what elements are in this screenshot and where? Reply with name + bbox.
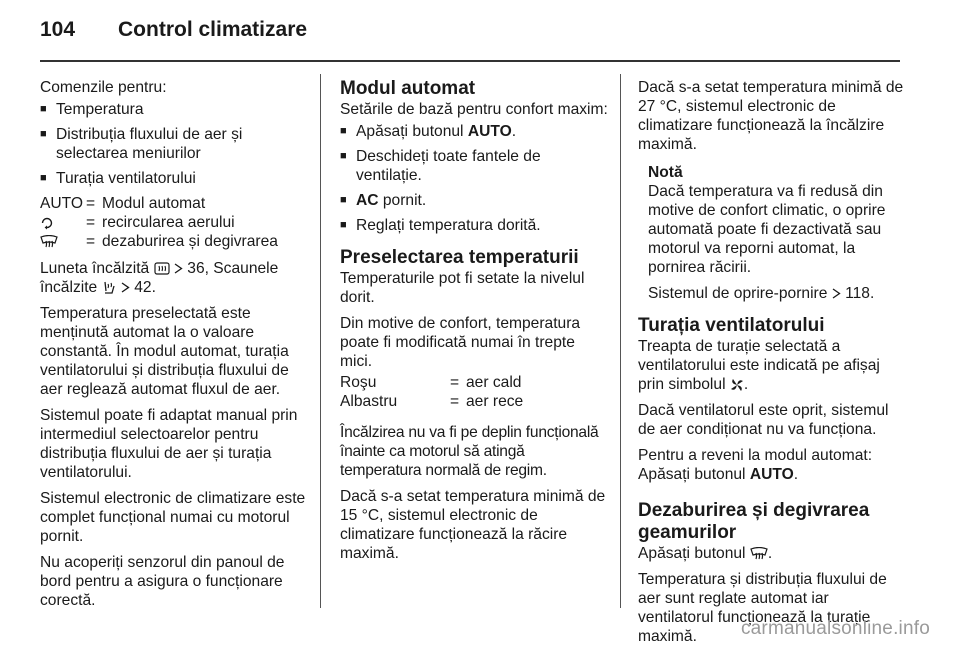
page-title: Control climatizare (118, 18, 308, 41)
section-heading: Turația ventilatorului (638, 315, 825, 336)
list-item: ■ Distribuția fluxului de aer și selectarea meniurilor (40, 126, 243, 162)
paragraph: Temperatura preselectată este menținută automat la o valoare constantă. În modul automat, turația ventilatorului și distribuția fluxului de aer reglează automat fluxul de aer. (40, 305, 289, 398)
list-item: ■ AC pornit. (340, 192, 427, 209)
column-divider (620, 74, 621, 608)
auto-symbol: AUTO (40, 195, 84, 212)
paragraph: Din motive de confort, temperatura poate fi modificată numai în trepte mici. (340, 315, 581, 370)
symbol-definitions: AUTO = Modul automat = recircularea aerului = dezaburirea și degivrarea (40, 194, 312, 251)
list-item: ■ Apăsați butonul AUTO. (340, 123, 517, 140)
paragraph: Temperatura și distribuția fluxului de aer sunt reglate automat iar ventilatorul funcționează la turație maximă. (638, 571, 887, 645)
paragraph: Treapta de turație selectată a ventilatorului este indicată pe afișaj prin simbolul . (638, 338, 880, 393)
defrost-icon (750, 547, 768, 561)
recirculation-icon (40, 213, 86, 232)
note-title: Notă (648, 164, 683, 181)
defrost-icon (40, 232, 86, 251)
definition-text: dezaburirea și degivrarea (102, 233, 278, 250)
column-3 (638, 78, 904, 653)
paragraph: Setările de bază pentru confort maxim: (340, 101, 608, 118)
paragraph: Sistemul electronic de climatizare este complet funcțional numai cu motorul pornit. (40, 490, 306, 545)
bullet-icon: ■ (340, 194, 347, 206)
column-1 (40, 78, 312, 617)
section-heading: Dezaburirea și degivrarea geamurilor (638, 500, 870, 543)
paragraph: Pentru a reveni la modul automat: Apăsați butonul AUTO. (638, 447, 873, 483)
definition-text: Modul automat (102, 195, 206, 212)
bullet-icon: ■ (340, 219, 347, 231)
color-definitions: Roşu = aer cald Albastru = aer rece (340, 374, 524, 410)
column-divider (320, 74, 321, 608)
paragraph: Dacă s-a setat temperatura minimă de 15 °C, sistemul electronic de climatizare funcționează la răcire maximă. (340, 488, 606, 562)
paragraph: Dacă s-a setat temperatura minimă de 27 °C, sistemul electronic de climatizare funcționează la încălzire maximă. (638, 79, 904, 153)
section-heading: Preselectarea temperaturii (340, 247, 579, 268)
page-ref-arrow-icon (174, 263, 183, 274)
list-item: ■ Deschideți toate fantele de ventilație. (340, 148, 541, 184)
paragraph: Dacă ventilatorul este oprit, sistemul de aer condiționat nu va funcționa. (638, 402, 889, 438)
intro-text: Comenzile pentru: (40, 79, 167, 96)
seat-heat-icon (102, 281, 117, 295)
note-box (648, 163, 904, 303)
bullet-icon: ■ (340, 150, 347, 162)
paragraph: Apăsați butonul . (638, 545, 773, 562)
cross-reference: Luneta încălzită 36, Scaunele încălzite 42. (40, 260, 279, 296)
bullet-icon: ■ (340, 125, 347, 137)
page-ref-arrow-icon (832, 288, 841, 299)
paragraph: Încălzirea nu va fi pe deplin funcțională înainte ca motorul să atingă temperatura normală de regim. (340, 424, 599, 479)
list-item: ■ Turația ventilatorului (40, 170, 196, 187)
watermark: carmanualsonline.info (740, 618, 930, 639)
bullet-icon: ■ (40, 172, 47, 184)
fan-icon (730, 378, 744, 392)
rear-window-heat-icon (154, 262, 170, 275)
header-rule (40, 60, 900, 62)
page-number: 104 (40, 18, 76, 41)
column-2 (340, 78, 608, 570)
bullet-icon: ■ (40, 103, 47, 115)
list-item: ■ Reglați temperatura dorită. (340, 217, 541, 234)
note-text: Dacă temperatura va fi redusă din motive de confort climatic, o oprire automată poate fi dezactivată sau motorul va reporni automat, la pornirea răcirii. (648, 183, 886, 276)
list-item: ■ Temperatura (40, 101, 144, 118)
cross-reference: Sistemul de oprire-pornire 118. (648, 285, 875, 302)
definition-text: recircularea aerului (102, 214, 235, 231)
section-heading: Modul automat (340, 78, 476, 99)
bullet-icon: ■ (40, 128, 47, 140)
paragraph: Temperaturile pot fi setate la nivelul dorit. (340, 270, 585, 306)
page-ref-arrow-icon (121, 282, 130, 293)
paragraph: Nu acoperiți senzorul din panoul de bord pentru a asigura o funcționare corectă. (40, 554, 285, 609)
page-header (40, 20, 307, 50)
paragraph: Sistemul poate fi adaptat manual prin intermediul selectoarelor pentru distribuția fluxului de aer și turația ventilatorului. (40, 407, 298, 481)
